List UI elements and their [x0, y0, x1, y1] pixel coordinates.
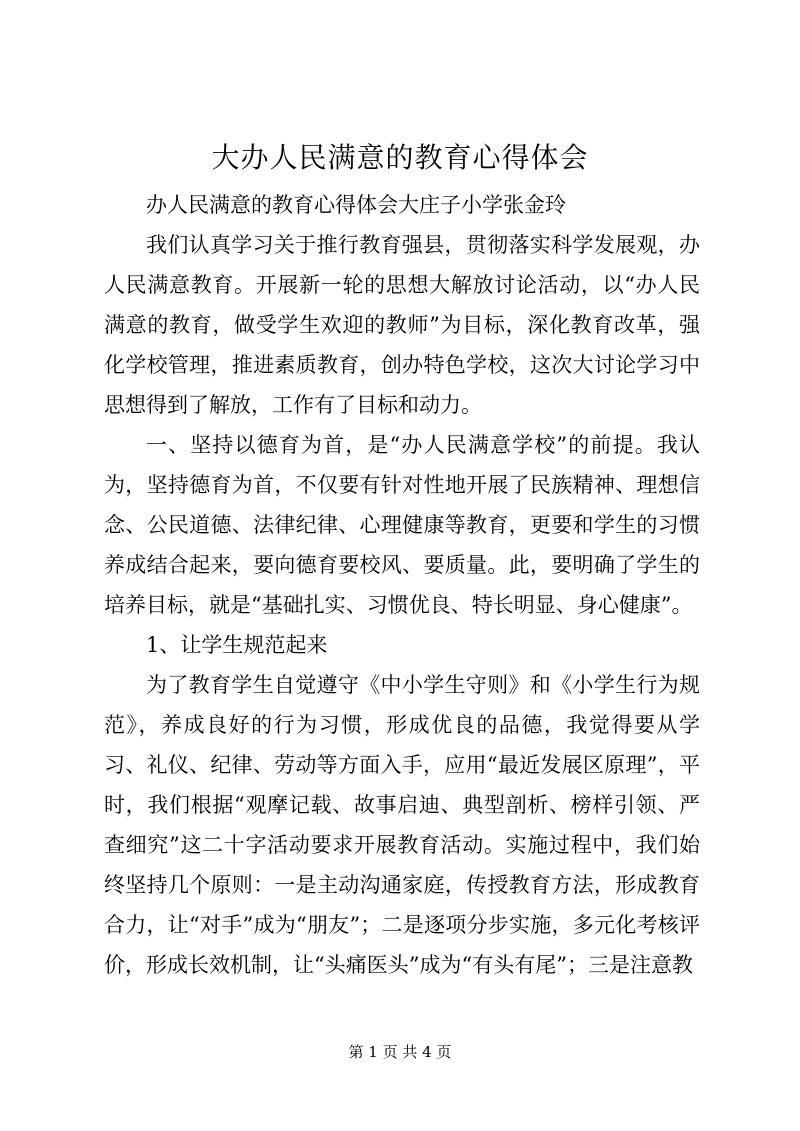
- paragraph-section-one: 一、坚持以德育为首，是“办人民满意学校”的前提。我认为，坚持德育为首，不仅要有针对性地开展了民族精神、理想信念、公民道德、法律纪律、心理健康等教育，更要和学生的习惯养成结合起来，要向德育要校风、要质量。此，要明确了学生的培养目标，就是“基础扎实、习惯优良、特长明显、身心健康”。: [104, 433, 700, 617]
- paragraph-content: 为了教育学生自觉遵守《中小学生守则》和《小学生行为规范》，养成良好的行为习惯，形成优良的品德，我觉得要从学习、礼仪、纪律、劳动等方面入手，应用“最近发展区原理”，平时，我们根据“观摩记载、故事启迪、典型剖析、榜样引领、严查细究”这二十字活动要求开展教育活动。实施过程中，我们始终坚持几个原则：一是主动沟通家庭，传授教育方法，形成教育合力，让“对手”成为“朋友”；二是逐项分步实施，多元化考核评价，形成长效机制，让“头痛医头”成为“有头有尾”；三是注意教: [104, 673, 700, 977]
- paragraph-subtitle: 办人民满意的教育心得体会大庄子小学张金玲: [146, 193, 566, 217]
- paragraph-subheading: 1、让学生规范起来: [146, 633, 328, 657]
- document-body: [104, 185, 700, 985]
- paragraph-intro: 我们认真学习关于推行教育强县，贯彻落实科学发展观，办人民满意教育。开展新一轮的思想大解放讨论活动，以“办人民满意的教育，做受学生欢迎的教师”为目标，深化教育改革，强化学校管理，推进素质教育，创办特色学校，这次大讨论学习中思想得到了解放，工作有了目标和动力。: [104, 233, 700, 417]
- page-footer: 第 1 页 共 4 页: [348, 1043, 452, 1061]
- document-title: 大办人民满意的教育心得体会: [211, 141, 589, 174]
